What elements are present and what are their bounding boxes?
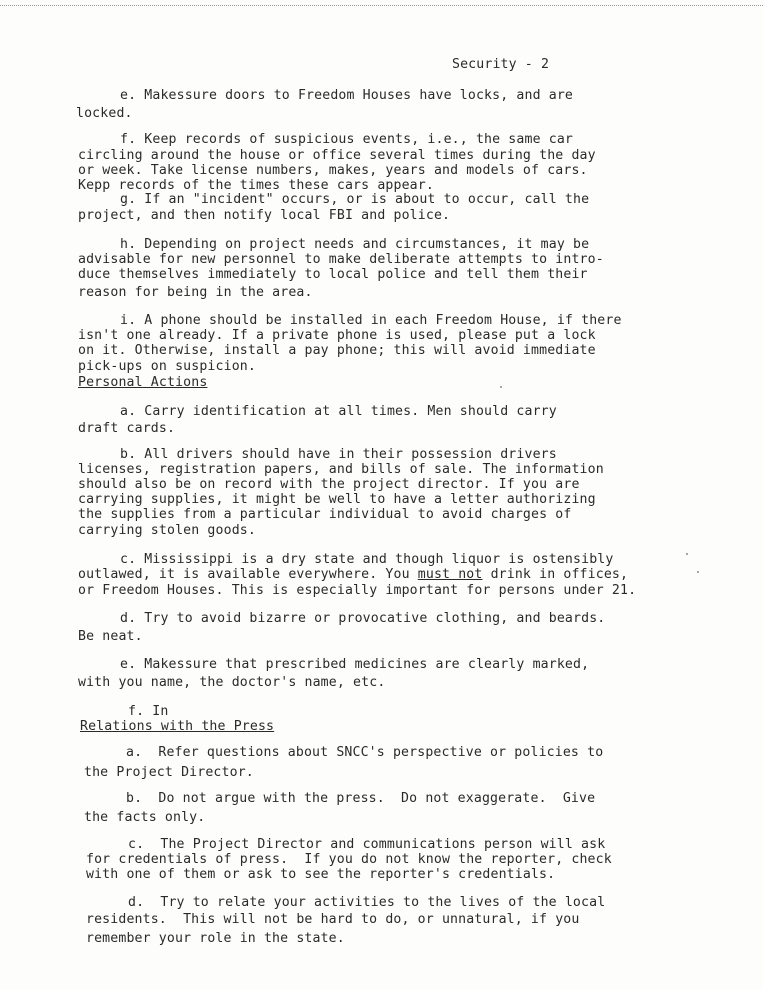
personal-a-line-2: draft cards.: [78, 421, 176, 436]
item-f-line-2: circling around the house or office several times during the day: [78, 148, 596, 163]
press-c-line-2: for credentials of press. If you do not know the reporter, check: [86, 852, 612, 867]
item-i-line-4: pick-ups on suspicion.: [78, 359, 256, 374]
page-header: Security - 2: [452, 57, 550, 72]
personal-c-line-1: c. Mississippi is a dry state and though liquor is ostensibly: [120, 552, 614, 567]
item-g-line-2: project, and then notify local FBI and police.: [78, 208, 451, 223]
item-e-line-1: e. Makessure doors to Freedom Houses have locks, and are: [120, 88, 574, 103]
scan-speck: [697, 571, 699, 573]
personal-e-line-2: with you name, the doctor's name, etc.: [78, 675, 386, 690]
press-d-line-2: residents. This will not be hard to do, or unnatural, if you: [86, 912, 580, 927]
personal-c-line-2: [78, 567, 628, 582]
personal-c-line-2-post: drink in offices,: [482, 567, 629, 582]
item-g-line-1: g. If an "incident" occurs, or is about to occur, call the: [120, 192, 590, 207]
press-d-line-1: d. Try to relate your activities to the lives of the local: [128, 895, 606, 910]
item-h-line-1: h. Depending on project needs and circumstances, it may be: [120, 237, 590, 252]
item-f-line-3: or week. Take license numbers, makes, years and models of cars.: [78, 163, 588, 178]
press-c-line-1: c. The Project Director and communications person will ask: [128, 837, 606, 852]
personal-b-line-4: carrying supplies, it might be well to have a letter authorizing: [78, 492, 596, 507]
heading-relations-press: Relations with the Press: [80, 719, 275, 734]
item-i-line-1: i. A phone should be installed in each Freedom House, if there: [120, 313, 622, 328]
scan-speck: [500, 386, 502, 388]
personal-d-line-1: d. Try to avoid bizarre or provocative clothing, and beards.: [120, 611, 606, 626]
personal-c-line-3: or Freedom Houses. This is especially important for persons under 21.: [78, 583, 637, 598]
item-f-line-1: f. Keep records of suspicious events, i.e., the same car: [120, 132, 574, 147]
heading-personal-actions: Personal Actions: [78, 375, 208, 390]
press-b-line-1: b. Do not argue with the press. Do not exaggerate. Give: [126, 791, 596, 806]
item-h-line-2: advisable for new personnel to make deliberate attempts to intro-: [78, 252, 604, 267]
press-c-line-3: with one of them or ask to see the reporter's credentials.: [86, 867, 556, 882]
item-i-line-3: on it. Otherwise, install a pay phone; this will avoid immediate: [78, 343, 596, 358]
item-h-line-4: reason for being in the area.: [78, 285, 313, 300]
item-e-line-2: locked.: [76, 106, 133, 121]
personal-b-line-3: should also be on record with the project director. If you are: [78, 477, 580, 492]
personal-c-line-2-pre: outlawed, it is available everywhere. You: [78, 567, 418, 582]
must-not-emphasis: must not: [417, 567, 483, 582]
personal-b-line-1: b. All drivers should have in their possession drivers: [120, 447, 557, 462]
personal-d-line-2: Be neat.: [78, 629, 143, 644]
page-top-edge: [0, 0, 763, 6]
scan-speck: [686, 553, 688, 555]
personal-a-line-1: a. Carry identification at all times. Men should carry: [120, 404, 557, 419]
personal-b-line-6: carrying stolen goods.: [78, 523, 256, 538]
press-b-line-2: the facts only.: [84, 810, 206, 825]
press-a-line-2: the Project Director.: [84, 765, 254, 780]
press-d-line-3: remember your role in the state.: [86, 931, 345, 946]
item-i-line-2: isn't one already. If a private phone is used, please put a lock: [78, 328, 596, 343]
personal-b-line-5: the supplies from a particular individual to avoid charges of: [78, 507, 572, 522]
personal-b-line-2: licenses, registration papers, and bills of sale. The information: [78, 462, 604, 477]
item-f-line-4: Kepp records of the times these cars appear.: [78, 178, 434, 193]
personal-f-line: f. In: [128, 704, 169, 719]
press-a-line-1: a. Refer questions about SNCC's perspective or policies to: [126, 745, 604, 760]
item-h-line-3: duce themselves immediately to local police and tell them their: [78, 267, 588, 282]
personal-e-line-1: e. Makessure that prescribed medicines are clearly marked,: [120, 657, 590, 672]
